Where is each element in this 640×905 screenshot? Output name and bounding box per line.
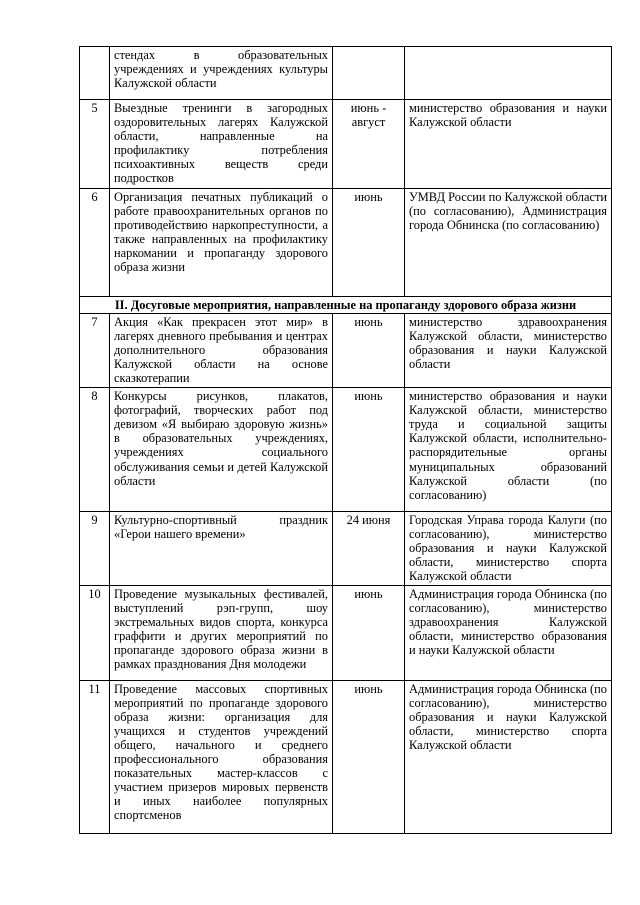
- row-date: июнь: [333, 314, 405, 388]
- row-executor: УМВД России по Калужской области (по согласованию), Администрация города Обнинска (по согласованию): [405, 189, 612, 297]
- row-number: 9: [80, 512, 110, 585]
- row-description: Акция «Как прекрасен этот мир» в лагерях дневного пребывания и центрах дополнительного образования Калужской области на основе сказкотерапии: [110, 314, 333, 388]
- table-row: [80, 680, 612, 833]
- row-date: 24 июня: [333, 512, 405, 585]
- table-row: [80, 388, 612, 512]
- table-row: [80, 512, 612, 585]
- row-executor: Администрация города Обнинска (по согласованию), министерство образования и науки Калужской области, министерство спорта Калужской области: [405, 680, 612, 833]
- table-row: [80, 189, 612, 297]
- table-row: [80, 100, 612, 189]
- row-description: Проведение музыкальных фестивалей, выступлений рэп-групп, шоу экстремальных видов спорта, конкурса граффити и других мероприятий по пропаганде здорового образа жизни в рамках празднования Дня молодежи: [110, 585, 333, 680]
- row-date: июнь: [333, 680, 405, 833]
- row-executor: министерство здравоохранения Калужской области, министерство образования и науки Калужской области: [405, 314, 612, 388]
- row-date: июнь: [333, 585, 405, 680]
- row-number: 11: [80, 680, 110, 833]
- table-row: [80, 314, 612, 388]
- row-executor: Администрация города Обнинска (по согласованию), министерство здравоохранения Калужской области, министерство образования и науки Калужской области: [405, 585, 612, 680]
- row-number: 8: [80, 388, 110, 512]
- row-date: июнь: [333, 388, 405, 512]
- row-description: Проведение массовых спортивных мероприятий по пропаганде здорового образа жизни: организация для учащихся и студентов учреждений общего, начального и среднего профессионального образования показательных мастер-классов с участием призеров мировых первенств и иных наиболее популярных спортсменов: [110, 680, 333, 833]
- row-number: 7: [80, 314, 110, 388]
- table-row: [80, 47, 612, 100]
- row-description: стендах в образовательных учреждениях и учреждениях культуры Калужской области: [110, 47, 333, 100]
- row-description: Организация печатных публикаций о работе правоохранительных органов по противодействию наркопреступности, а также направленных на профилактику наркомании и пропаганду здорового образа жизни: [110, 189, 333, 297]
- row-executor: Городская Управа города Калуги (по согласованию), министерство образования и науки Калужской области, министерство спорта Калужской области: [405, 512, 612, 585]
- row-date: [333, 47, 405, 100]
- row-number: 10: [80, 585, 110, 680]
- row-date: июнь: [333, 189, 405, 297]
- row-executor: министерство образования и науки Калужской области, министерство труда и социальной защиты Калужской области, исполнительно-распорядительные органы муниципальных образований Калужской области (по согласованию): [405, 388, 612, 512]
- row-description: Выездные тренинги в загородных оздоровительных лагерях Калужской области, направленные на профилактику потребления психоактивных веществ среди подростков: [110, 100, 333, 189]
- table-row: [80, 585, 612, 680]
- row-number: 6: [80, 189, 110, 297]
- row-number: [80, 47, 110, 100]
- row-executor: [405, 47, 612, 100]
- plan-table: [79, 46, 612, 834]
- row-number: 5: [80, 100, 110, 189]
- row-executor: министерство образования и науки Калужской области: [405, 100, 612, 189]
- row-description: Конкурсы рисунков, плакатов, фотографий, творческих работ под девизом «Я выбираю здоровую жизнь» в образовательных учреждениях, учреждениях социального обслуживания семьи и детей Калужской области: [110, 388, 333, 512]
- row-description: Культурно-спортивный праздник «Герои нашего времени»: [110, 512, 333, 585]
- row-date: июнь - август: [333, 100, 405, 189]
- section-row: [80, 297, 612, 314]
- section-title: II. Досуговые мероприятия, направленные на пропаганду здорового образа жизни: [80, 297, 612, 314]
